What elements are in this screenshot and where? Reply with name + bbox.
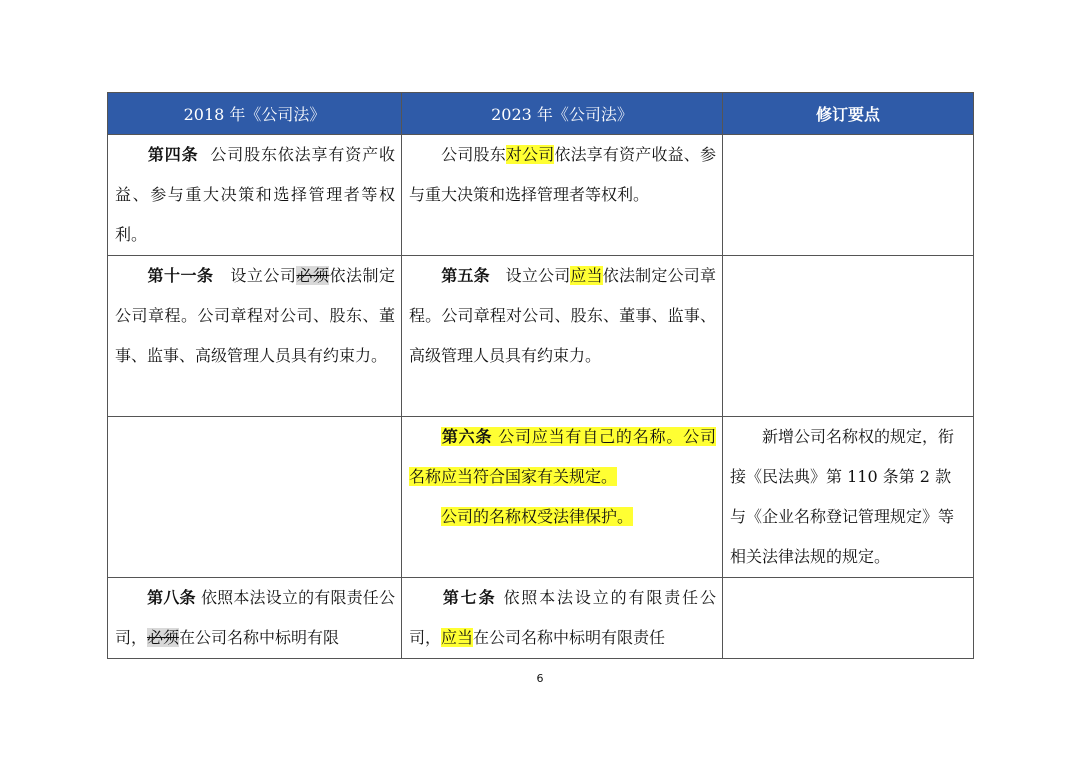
article-tag: 第十一条	[147, 266, 214, 285]
article-text: 在公司名称中标明有限	[179, 628, 340, 647]
article-text: 设立公司	[505, 266, 571, 285]
old-law-cell	[108, 135, 402, 256]
old-law-cell	[108, 578, 402, 659]
deleted-text: 必须	[296, 266, 330, 285]
table-row	[108, 135, 974, 256]
old-law-cell	[108, 256, 402, 417]
revision-note-cell	[723, 417, 974, 578]
highlighted-change: 应当	[570, 266, 603, 285]
revision-note-cell	[723, 578, 974, 659]
comparison-table	[107, 92, 974, 659]
new-law-cell	[402, 578, 723, 659]
article-text: 设立公司	[230, 266, 297, 285]
old-law-cell	[108, 417, 402, 578]
article-tag: 第六条	[441, 427, 493, 446]
article-text: 公司应当有自己的名称。公司名称应当符合国家有关规定。	[409, 427, 716, 486]
new-law-cell	[402, 417, 723, 578]
article-text: 依法制定公司章程。公司章程对公司、股东、董事、监事、高级管理人员具有约束力。	[115, 266, 395, 365]
article-tag: 第七条	[441, 588, 497, 607]
article-tag: 第五条	[441, 266, 490, 285]
revision-note-cell	[723, 256, 974, 417]
highlighted-change: 应当	[441, 628, 474, 647]
article-tag: 第四条	[147, 145, 199, 164]
table-row	[108, 417, 974, 578]
new-law-cell	[402, 256, 723, 417]
article-text: 依照本法设立的有限责任公司，	[409, 588, 716, 647]
table-row	[108, 578, 974, 659]
article-text: 公司的名称权受法律保护。	[441, 507, 634, 526]
revision-note-cell	[723, 135, 974, 256]
article-text: 依照本法设立的有限责任公司，	[115, 588, 395, 647]
header-2018: 2018 年《公司法》	[108, 93, 402, 135]
highlighted-change: 对公司	[505, 145, 555, 164]
deleted-text: 必须	[147, 628, 180, 647]
table-header-row	[108, 93, 974, 135]
article-text: 依法享有资产收益、参与重大决策和选择管理者等权利。	[409, 145, 716, 204]
article-text: 在公司名称中标明有限责任	[473, 628, 666, 647]
article-text: 公司股东依法享有资产收益、参与重大决策和选择管理者等权利。	[115, 145, 395, 244]
article-text: 依法制定公司章程。公司章程对公司、股东、董事、监事、高级管理人员具有约束力。	[409, 266, 716, 365]
article-tag: 第八条	[147, 588, 196, 607]
article-text: 公司股东	[441, 145, 506, 164]
header-2023: 2023 年《公司法》	[402, 93, 723, 135]
page-number: 6	[536, 672, 544, 685]
revision-note: 新增公司名称权的规定，衔接《民法典》第 110 条第 2 款与《企业名称登记管理规定》等相关法律法规的规定。	[730, 427, 955, 566]
header-revision-points: 修订要点	[723, 93, 974, 135]
new-law-cell	[402, 135, 723, 256]
table-row	[108, 256, 974, 417]
